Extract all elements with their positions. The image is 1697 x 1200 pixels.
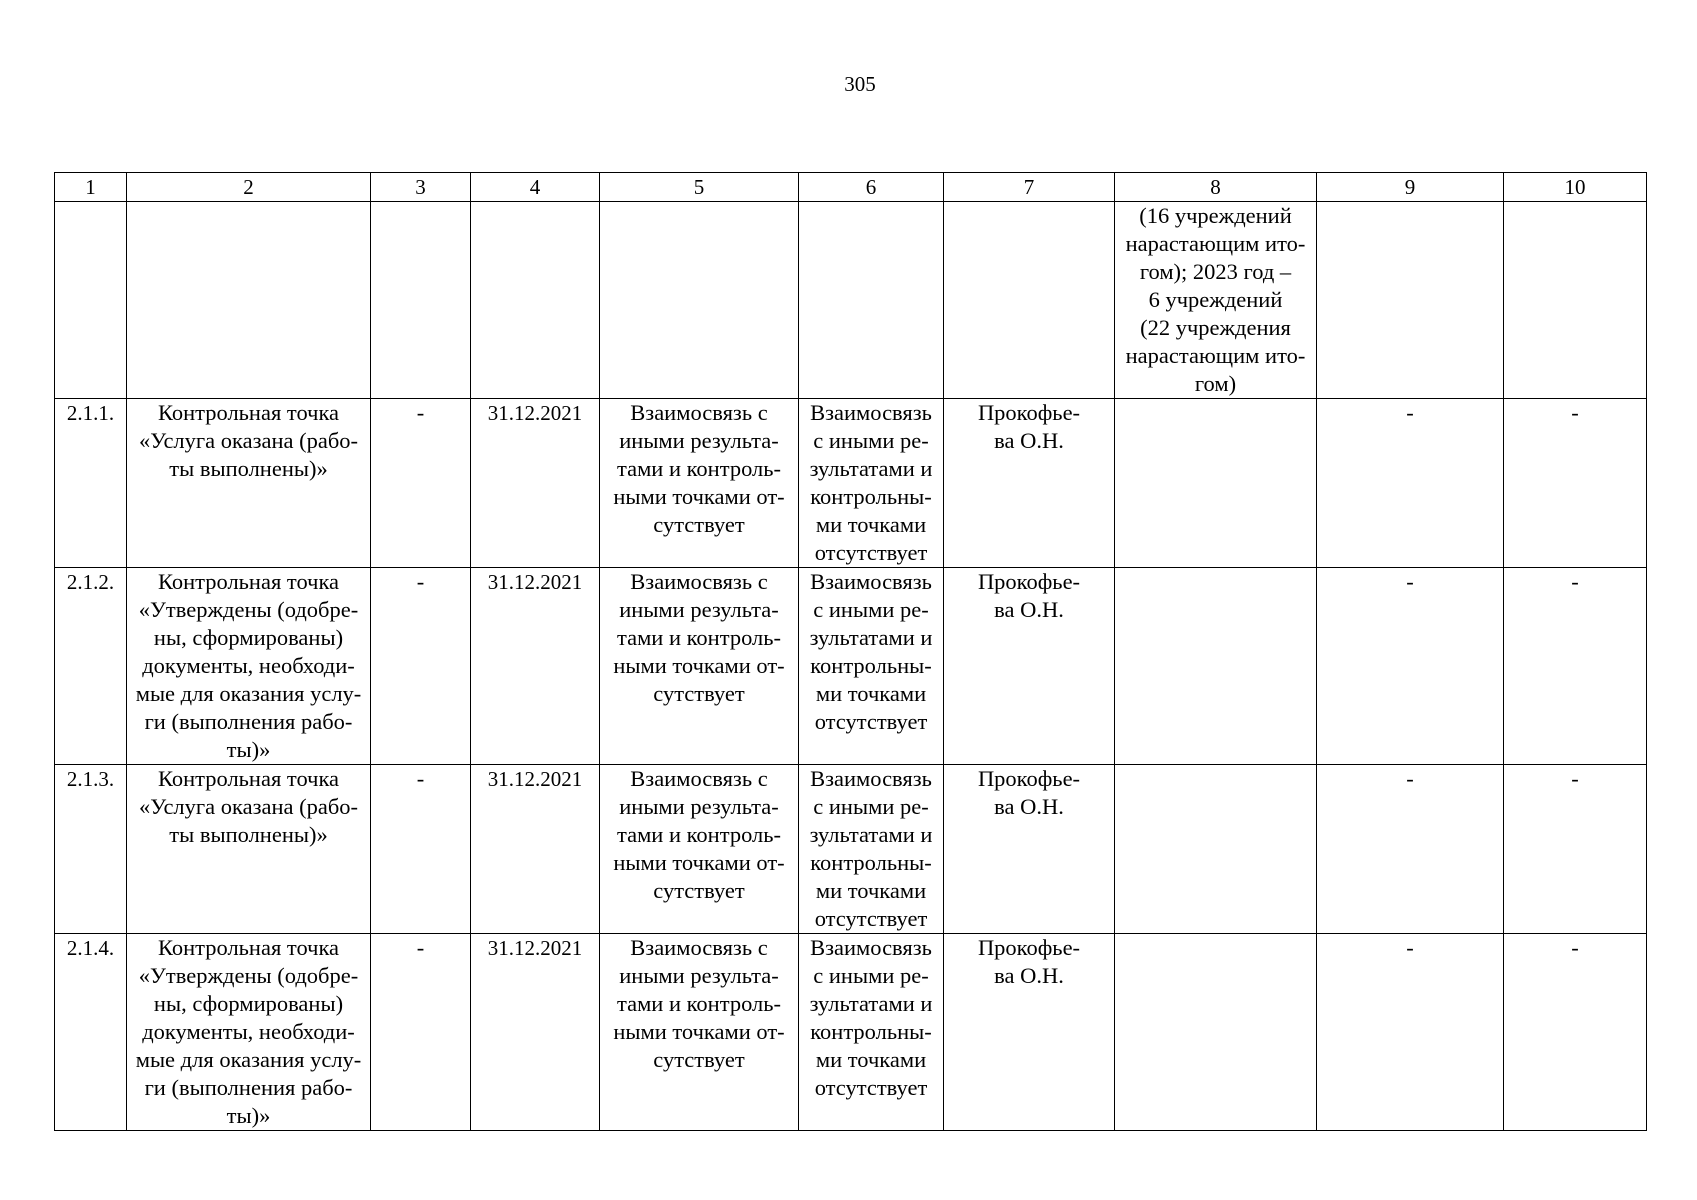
- text-line: сутствует: [653, 878, 745, 903]
- control-points-table: [54, 172, 1647, 1131]
- text-line: ны, сформированы): [153, 625, 344, 650]
- text-line: Контрольная точка: [157, 400, 340, 425]
- row-number: 2.1.1.: [55, 399, 127, 568]
- control-point-name: [127, 399, 371, 568]
- text-line: контрольны-: [810, 653, 932, 678]
- text-line: зультатами и: [809, 625, 933, 650]
- text-line: ными точками от-: [613, 1019, 785, 1044]
- text-line: тами и контроль-: [616, 822, 782, 847]
- cell-empty: [371, 202, 471, 399]
- cell-empty: [1317, 202, 1504, 399]
- text-line: отсутствует: [814, 1075, 928, 1100]
- header-row: [55, 173, 1647, 202]
- cell-empty: [944, 202, 1115, 399]
- row-number: 2.1.3.: [55, 765, 127, 934]
- text-line: ми точками: [815, 681, 927, 706]
- relation-col5: [600, 568, 799, 765]
- cell-col3: -: [371, 934, 471, 1131]
- text-line: мые для оказания услу-: [135, 681, 362, 706]
- header-cell: 3: [371, 173, 471, 202]
- cell-col8: [1115, 399, 1317, 568]
- text-line: сутствует: [653, 512, 745, 537]
- cell-col10: -: [1504, 399, 1647, 568]
- text-line: «Услуга оказана (рабо-: [138, 794, 359, 819]
- control-point-name: [127, 765, 371, 934]
- text-line: гом): [1194, 371, 1237, 396]
- text-line: ги (выполнения рабо-: [144, 1075, 353, 1100]
- text-line: контрольны-: [810, 850, 932, 875]
- responsible-person: [944, 568, 1115, 765]
- text-line: сутствует: [653, 1047, 745, 1072]
- text-line: гом); 2023 год –: [1139, 259, 1292, 284]
- table-row: [55, 934, 1647, 1131]
- text-line: «Утверждены (одобре-: [138, 963, 359, 988]
- text-line: документы, необходи-: [142, 653, 355, 678]
- text-line: Взаимосвязь: [810, 400, 932, 425]
- text-line: 6 учреждений: [1148, 287, 1283, 312]
- cell-col10: -: [1504, 934, 1647, 1131]
- due-date: 31.12.2021: [471, 399, 600, 568]
- text-line: (16 учреждений: [1139, 203, 1292, 228]
- cell-empty: [471, 202, 600, 399]
- cell-col10: -: [1504, 765, 1647, 934]
- text-line: иными результа-: [619, 963, 779, 988]
- control-point-name: [127, 934, 371, 1131]
- cell-col3: -: [371, 765, 471, 934]
- text-line: отсутствует: [814, 906, 928, 931]
- cell-col8: [1115, 765, 1317, 934]
- text-line: Контрольная точка: [157, 569, 340, 594]
- text-line: нарастающим ито-: [1125, 343, 1306, 368]
- relation-col5: [600, 765, 799, 934]
- text-line: ты)»: [226, 737, 271, 762]
- text-line: Взаимосвязь с: [630, 400, 768, 425]
- text-line: иными результа-: [619, 597, 779, 622]
- text-line: ты выполнены)»: [169, 456, 328, 481]
- text-line: Взаимосвязь: [810, 569, 932, 594]
- cell-col10: -: [1504, 568, 1647, 765]
- text-line: Взаимосвязь с: [630, 766, 768, 791]
- due-date: 31.12.2021: [471, 568, 600, 765]
- text-line: Взаимосвязь: [810, 935, 932, 960]
- text-line: ва О.Н.: [994, 794, 1064, 819]
- text-line: «Услуга оказана (рабо-: [138, 428, 359, 453]
- cell-col9: -: [1317, 568, 1504, 765]
- text-line: документы, необходи-: [142, 1019, 355, 1044]
- text-line: зультатами и: [809, 456, 933, 481]
- text-line: мые для оказания услу-: [135, 1047, 362, 1072]
- cell-col9: -: [1317, 934, 1504, 1131]
- cell-col9: -: [1317, 399, 1504, 568]
- cell-col9: -: [1317, 765, 1504, 934]
- text-line: Взаимосвязь с: [630, 935, 768, 960]
- text-line: с иными ре-: [813, 794, 929, 819]
- text-line: контрольны-: [810, 484, 932, 509]
- relation-col5: [600, 399, 799, 568]
- row-number: 2.1.4.: [55, 934, 127, 1131]
- continuation-row: [55, 202, 1647, 399]
- continuation-cell-col8: [1115, 202, 1317, 399]
- text-line: ва О.Н.: [994, 597, 1064, 622]
- responsible-person: [944, 399, 1115, 568]
- text-line: иными результа-: [619, 428, 779, 453]
- row-number: 2.1.2.: [55, 568, 127, 765]
- header-cell: 6: [799, 173, 944, 202]
- text-line: зультатами и: [809, 822, 933, 847]
- text-line: «Утверждены (одобре-: [138, 597, 359, 622]
- table-row: [55, 568, 1647, 765]
- due-date: 31.12.2021: [471, 934, 600, 1131]
- relation-col6: [799, 934, 944, 1131]
- text-line: ными точками от-: [613, 850, 785, 875]
- cell-empty: [600, 202, 799, 399]
- cell-col8: [1115, 568, 1317, 765]
- text-line: ва О.Н.: [994, 963, 1064, 988]
- table-row: [55, 765, 1647, 934]
- text-line: Прокофье-: [977, 766, 1081, 791]
- control-point-name: [127, 568, 371, 765]
- text-line: отсутствует: [814, 540, 928, 565]
- header-cell: 2: [127, 173, 371, 202]
- header-cell: 5: [600, 173, 799, 202]
- page-number: 305: [844, 72, 876, 96]
- cell-col3: -: [371, 568, 471, 765]
- text-line: Взаимосвязь с: [630, 569, 768, 594]
- text-line: ными точками от-: [613, 653, 785, 678]
- due-date: 31.12.2021: [471, 765, 600, 934]
- text-line: с иными ре-: [813, 963, 929, 988]
- text-line: тами и контроль-: [616, 991, 782, 1016]
- text-line: ными точками от-: [613, 484, 785, 509]
- text-line: ва О.Н.: [994, 428, 1064, 453]
- relation-col6: [799, 399, 944, 568]
- text-line: ми точками: [815, 512, 927, 537]
- text-line: ми точками: [815, 878, 927, 903]
- header-cell: 8: [1115, 173, 1317, 202]
- text-line: Прокофье-: [977, 569, 1081, 594]
- text-line: сутствует: [653, 681, 745, 706]
- text-line: ты)»: [226, 1103, 271, 1128]
- text-line: контрольны-: [810, 1019, 932, 1044]
- responsible-person: [944, 765, 1115, 934]
- relation-col6: [799, 765, 944, 934]
- text-line: иными результа-: [619, 794, 779, 819]
- text-line: Контрольная точка: [157, 766, 340, 791]
- text-line: с иными ре-: [813, 597, 929, 622]
- text-line: отсутствует: [814, 709, 928, 734]
- text-line: Контрольная точка: [157, 935, 340, 960]
- relation-col5: [600, 934, 799, 1131]
- cell-empty: [799, 202, 944, 399]
- text-line: ны, сформированы): [153, 991, 344, 1016]
- text-line: Прокофье-: [977, 935, 1081, 960]
- responsible-person: [944, 934, 1115, 1131]
- cell-col3: -: [371, 399, 471, 568]
- header-cell: 10: [1504, 173, 1647, 202]
- text-line: с иными ре-: [813, 428, 929, 453]
- text-line: зультатами и: [809, 991, 933, 1016]
- header-cell: 9: [1317, 173, 1504, 202]
- text-line: ми точками: [815, 1047, 927, 1072]
- cell-empty: [55, 202, 127, 399]
- text-line: (22 учреждения: [1140, 315, 1291, 340]
- text-line: ги (выполнения рабо-: [144, 709, 353, 734]
- text-line: тами и контроль-: [616, 456, 782, 481]
- header-cell: 7: [944, 173, 1115, 202]
- text-line: тами и контроль-: [616, 625, 782, 650]
- cell-col8: [1115, 934, 1317, 1131]
- text-line: ты выполнены)»: [169, 822, 328, 847]
- text-line: Взаимосвязь: [810, 766, 932, 791]
- text-line: Прокофье-: [977, 400, 1081, 425]
- table-row: [55, 399, 1647, 568]
- cell-empty: [1504, 202, 1647, 399]
- header-cell: 1: [55, 173, 127, 202]
- relation-col6: [799, 568, 944, 765]
- header-cell: 4: [471, 173, 600, 202]
- cell-empty: [127, 202, 371, 399]
- text-line: нарастающим ито-: [1125, 231, 1306, 256]
